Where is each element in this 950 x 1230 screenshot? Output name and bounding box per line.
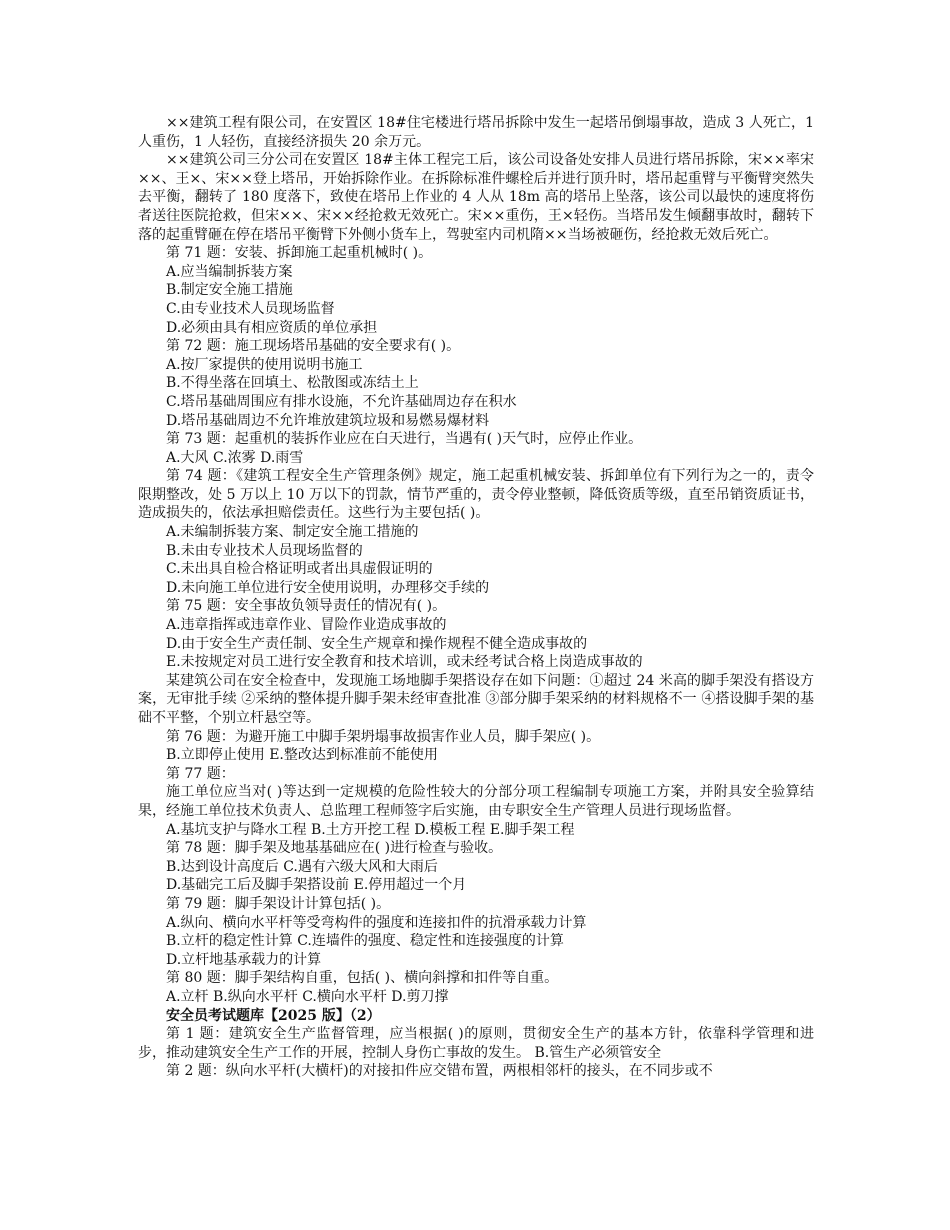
question-78: 第 78 题：脚手架及地基基础应在( )进行检查与验收。: [166, 840, 503, 857]
section-heading: 安全员考试题库【2025 版】（2）: [166, 1007, 381, 1024]
question-75: 第 75 题：安全事故负领导责任的情况有( )。: [166, 598, 447, 615]
question-2: 第 2 题：纵向水平杆(大横杆)的对接扣件应交错布置，两根相邻杆的接头，在不同步或不: [166, 1063, 713, 1080]
option-75-d: D.由于安全生产责任制、安全生产规章和操作规程不健全造成事故的: [166, 635, 588, 652]
question-74: 第 74 题：《建筑工程安全生产管理条例》规定，施工起重机械安装、拆卸单位有下列行为之一的，责令限期整改，处 5 万以上 10 万以下的罚款，情节严重的，责令停业整顿，降低资质等级，直至吊销资质证书，造成损失的，依法承担赔偿责任。这些行为主要包括( )。: [138, 468, 814, 522]
options-73: A.大风 C.浓雾 D.雨雪: [166, 449, 304, 466]
options-80: A.立杆 B.纵向水平杆 C.横向水平杆 D.剪刀撑: [166, 988, 449, 1005]
option-71-c: C.由专业技术人员现场监督: [166, 300, 335, 317]
option-72-a: A.按厂家提供的使用说明书施工: [166, 356, 363, 373]
option-79-d: D.立杆地基承载力的计算: [166, 951, 322, 968]
option-74-a: A.未编制拆装方案、制定安全施工措施的: [166, 524, 419, 541]
options-78-bc: B.达到设计高度后 C.遇有六级大风和大雨后: [166, 858, 438, 875]
question-76: 第 76 题：为避开施工中脚手架坍塌事故损害作业人员，脚手架应( )。: [166, 728, 601, 745]
option-75-a: A.违章指挥或违章作业、冒险作业造成事故的: [166, 617, 447, 634]
option-71-b: B.制定安全施工措施: [166, 282, 293, 299]
question-1: 第 1 题：建筑安全生产监督管理，应当根据( )的原则，贯彻安全生产的基本方针，依靠科学管理和进步，推动建筑安全生产工作的开展，控制人身伤亡事故的发生。 B.管生产必须管安全: [138, 1026, 814, 1061]
paragraph-incident-summary: ××建筑工程有限公司，在安置区 18#住宅楼进行塔吊拆除中发生一起塔吊倒塌事故，造成 3 人死亡，1 人重伤，1 人轻伤，直接经济损失 20 余万元。: [138, 115, 814, 150]
option-72-c: C.塔吊基础周围应有排水设施，不允许基础周边存在积水: [166, 393, 517, 410]
option-71-a: A.应当编制拆装方案: [166, 263, 293, 280]
option-72-d: D.塔吊基础周边不允许堆放建筑垃圾和易燃易爆材料: [166, 412, 490, 429]
question-71: 第 71 题：安装、拆卸施工起重机械时( )。: [166, 245, 433, 262]
question-77: 施工单位应当对( )等达到一定规模的危险性较大的分部分项工程编制专项施工方案，并附具安全验算结果，经施工单位技术负责人、总监理工程师签字后实施，由专职安全生产管理人员进行现场监督。: [138, 784, 814, 819]
option-72-b: B.不得坐落在回填土、松散图或冻结土上: [166, 375, 419, 392]
document-page: [138, 114, 814, 1081]
option-75-e: E.未按规定对员工进行安全教育和技术培训，或未经考试合格上岗造成事故的: [166, 654, 643, 671]
question-77-number: 第 77 题：: [166, 765, 235, 782]
option-74-c: C.未出具自检合格证明或者出具虚假证明的: [166, 561, 433, 578]
option-71-d: D.必须由具有相应资质的单位承担: [166, 319, 378, 336]
question-73: 第 73 题：起重机的装拆作业应在白天进行，当遇有( )天气时，应停止作业。: [166, 431, 643, 448]
options-77: A.基坑支护与降水工程 B.土方开挖工程 D.模板工程 E.脚手架工程: [166, 821, 575, 838]
question-79: 第 79 题：脚手架设计计算包括( )。: [166, 895, 391, 912]
options-78-de: D.基础完工后及脚手架搭设前 E.停用超过一个月: [166, 877, 467, 894]
option-74-b: B.未由专业技术人员现场监督的: [166, 542, 363, 559]
option-74-d: D.未向施工单位进行安全使用说明，办理移交手续的: [166, 579, 490, 596]
options-79-bc: B.立杆的稳定性计算 C.连墙件的强度、稳定性和连接强度的计算: [166, 933, 564, 950]
paragraph-scaffold-case: 某建筑公司在安全检查中，发现施工场地脚手架搭设存在如下问题：①超过 24 米高的脚手架没有搭设方案，无审批手续 ②采纳的整体提升脚手架未经审查批准 ③部分脚手架采纳的材料规格不一 ④搭设脚手架的基础不平整，个别立杆悬空等。: [138, 672, 814, 726]
question-72: 第 72 题：施工现场塔吊基础的安全要求有( )。: [166, 338, 461, 355]
option-79-a: A.纵向、横向水平杆等受弯构件的强度和连接扣件的抗滑承载力计算: [166, 914, 587, 931]
paragraph-incident-detail: ××建筑公司三分公司在安置区 18#主体工程完工后，该公司设备处安排人员进行塔吊拆除，宋××率宋××、王×、宋××登上塔吊，开始拆除作业。在拆除标准件螺栓后并进行顶升时，塔吊起重臂与平衡臂突然失去平衡，翻转了 180 度落下，致使在塔吊上作业的 4 人从 18m 高的塔吊上坠落，该公司以最快的速度将伤者送往医院抢救，但宋××、宋××经抢救无效死亡。宋××重伤，王×轻伤。当塔吊发生倾翻事故时，翻转下落的起重臂砸在停在塔吊平衡臂下外侧小货车上，驾驶室内司机隋××当场被砸伤，经抢救无效后死亡。: [138, 152, 814, 243]
question-80: 第 80 题：脚手架结构自重，包括( )、横向斜撑和扣件等自重。: [166, 970, 559, 987]
options-76: B.立即停止使用 E.整改达到标准前不能使用: [166, 747, 438, 764]
